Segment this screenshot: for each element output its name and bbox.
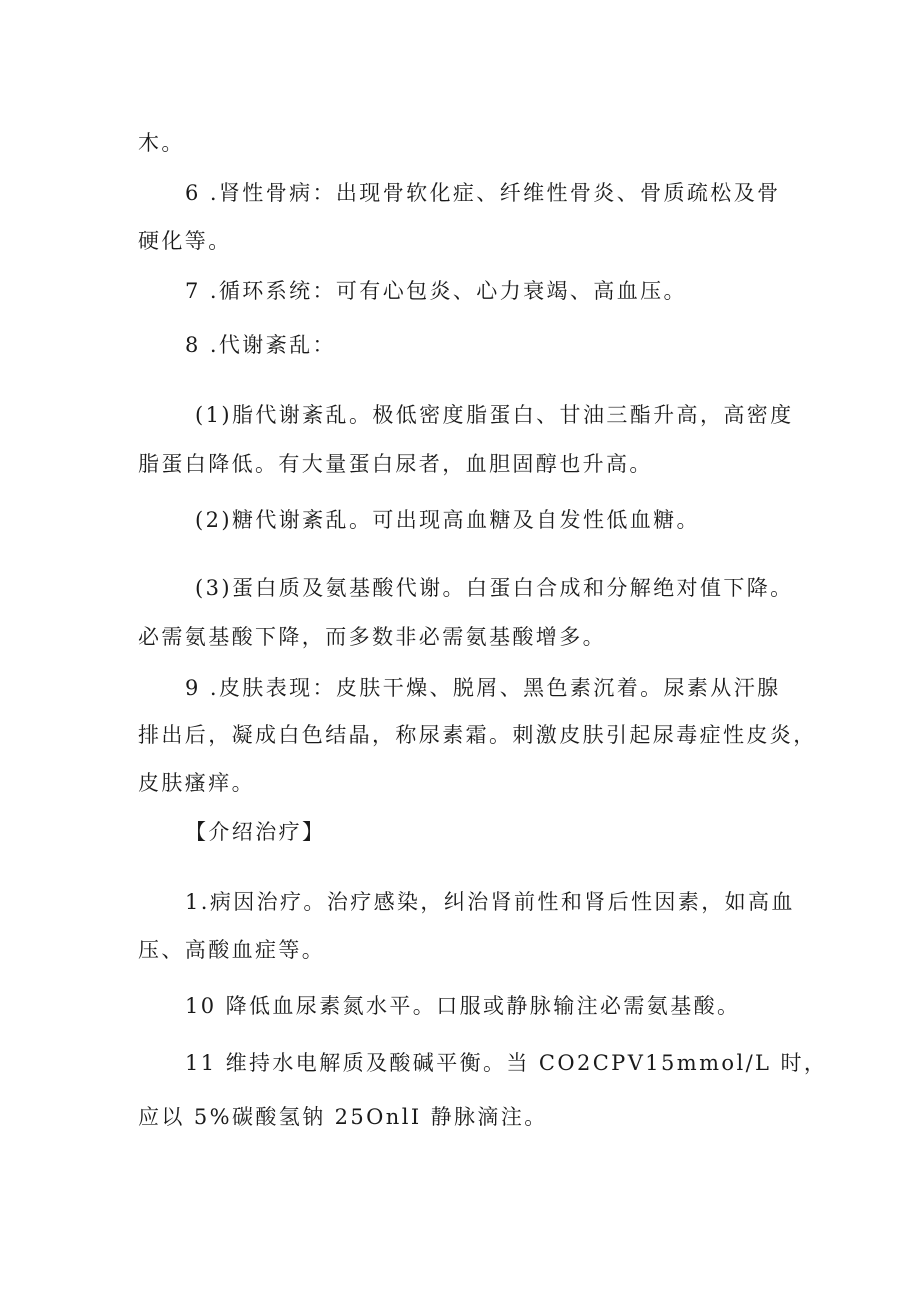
text-line-16: 10 降低血尿素氮水平。口服或静脉输注必需氨基酸。 bbox=[185, 994, 741, 1018]
section-heading: 【介绍治疗】 bbox=[185, 820, 326, 844]
text-line-14: 1.病因治疗。治疗感染，纠治肾前性和肾后性因素，如高血 bbox=[185, 890, 795, 914]
text-line-8: (2)糖代谢紊乱。可出现高血糖及自发性低血糖。 bbox=[195, 508, 700, 532]
text-line-18: 应以 5%碳酸氢钠 25OnlI 静脉滴注。 bbox=[138, 1105, 548, 1129]
text-line-3: 硬化等。 bbox=[138, 229, 232, 253]
text-line-7: 脂蛋白降低。有大量蛋白尿者，血胆固醇也升高。 bbox=[138, 452, 653, 476]
text-line-12: 排出后，凝成白色结晶，称尿素霜。刺激皮肤引起尿毒症性皮炎， bbox=[138, 723, 817, 747]
text-line-17: 11 维持水电解质及酸碱平衡。当 CO2CPV15mmol/L 时， bbox=[185, 1051, 828, 1075]
text-line-5: 8 .代谢紊乱： bbox=[185, 333, 336, 357]
text-line-4: 7 .循环系统：可有心包炎、心力衰竭、高血压。 bbox=[185, 279, 687, 303]
text-line-9: (3)蛋白质及氨基酸代谢。白蛋白合成和分解绝对值下降。 bbox=[195, 576, 794, 600]
text-line-13: 皮肤瘙痒。 bbox=[138, 771, 255, 795]
text-line-6: (1)脂代谢紊乱。极低密度脂蛋白、甘油三酯升高，高密度 bbox=[195, 403, 794, 427]
text-line-15: 压、高酸血症等。 bbox=[138, 938, 326, 962]
text-line-10: 必需氨基酸下降，而多数非必需氨基酸增多。 bbox=[138, 625, 606, 649]
text-line-2: 6 .肾性骨病：出现骨软化症、纤维性骨炎、骨质疏松及骨 bbox=[185, 181, 781, 205]
text-line-1: 木。 bbox=[138, 131, 185, 155]
text-line-11: 9 .皮肤表现：皮肤干燥、脱屑、黑色素沉着。尿素从汗腺 bbox=[185, 676, 781, 700]
